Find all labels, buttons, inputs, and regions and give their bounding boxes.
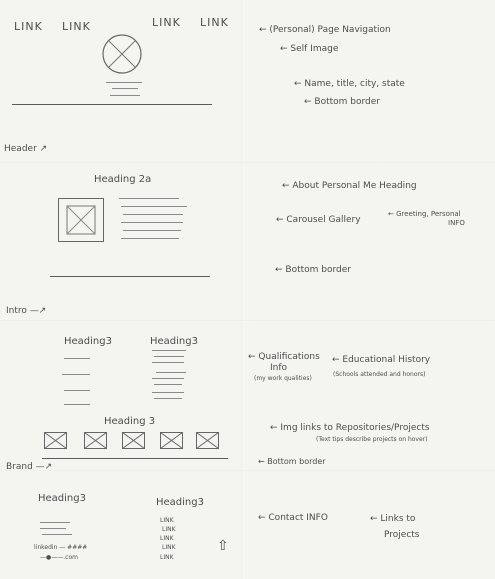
project-link-3[interactable]: LINK [160, 535, 174, 542]
intro-heading: Heading 2a [94, 174, 152, 185]
carousel-image-placeholder[interactable] [58, 198, 104, 242]
note-qualifications-info: Info [270, 363, 288, 373]
project-link-5[interactable]: LINK [160, 554, 174, 561]
header-bottom-border [12, 104, 212, 105]
note-greeting-info: INFO [448, 219, 465, 227]
note-img-links: ← Img links to Repositories/Projects [270, 423, 430, 433]
qualifications-heading: Heading3 [64, 336, 112, 347]
project-link-4[interactable]: LINK [162, 544, 176, 551]
note-name-info: ← Name, title, city, state [294, 79, 405, 89]
header-section-label: Header ↗ [4, 144, 48, 154]
repositories-heading: Heading 3 [104, 416, 156, 427]
project-image-links[interactable] [44, 430, 226, 450]
note-greeting: ← Greeting, Personal [388, 210, 461, 218]
education-heading: Heading3 [150, 336, 198, 347]
note-intro-border: ← Bottom border [275, 265, 351, 275]
project-link-2[interactable]: LINK [162, 526, 176, 533]
nav-link-1[interactable]: LINK [14, 20, 43, 33]
contact-email[interactable]: —●——.com [40, 554, 78, 561]
note-links-projects: Projects [384, 530, 420, 540]
contact-heading: Heading3 [38, 493, 86, 504]
brand-section-label: Brand —↗ [6, 462, 53, 472]
self-image-placeholder [101, 33, 143, 75]
name-line [106, 82, 142, 83]
project-link-1[interactable]: LINK [160, 517, 174, 524]
note-navigation: ← (Personal) Page Navigation [259, 25, 391, 35]
nav-link-2[interactable]: LINK [62, 20, 91, 33]
note-about-heading: ← About Personal Me Heading [282, 181, 417, 191]
note-education: ← Educational History [332, 355, 431, 365]
note-links: ← Links to [370, 514, 416, 524]
note-qualifications: ← Qualifications [248, 352, 320, 362]
brand-bottom-border [42, 458, 228, 459]
note-img-links-sub: (Text tips describe projects on hover) [316, 436, 428, 443]
note-self-image: ← Self Image [280, 44, 339, 54]
note-carousel: ← Carousel Gallery [276, 215, 361, 225]
note-contact: ← Contact INFO [258, 513, 328, 523]
note-brand-border: ← Bottom border [258, 457, 326, 466]
note-education-sub: (Schools attended and honors) [333, 371, 426, 378]
title-line [112, 88, 138, 89]
nav-link-3[interactable]: LINK [152, 16, 181, 29]
nav-link-4[interactable]: LINK [200, 16, 229, 29]
intro-section-label: Intro —↗ [6, 306, 47, 316]
note-qualifications-sub: (my work qualities) [254, 375, 312, 382]
intro-bottom-border [50, 276, 210, 277]
note-header-border: ← Bottom border [304, 97, 380, 107]
scroll-top-arrow-icon[interactable]: ⇧ [217, 538, 229, 554]
location-line [110, 95, 140, 96]
contact-linkedin[interactable]: linkedin — #### [34, 544, 88, 551]
projects-heading: Heading3 [156, 497, 204, 508]
